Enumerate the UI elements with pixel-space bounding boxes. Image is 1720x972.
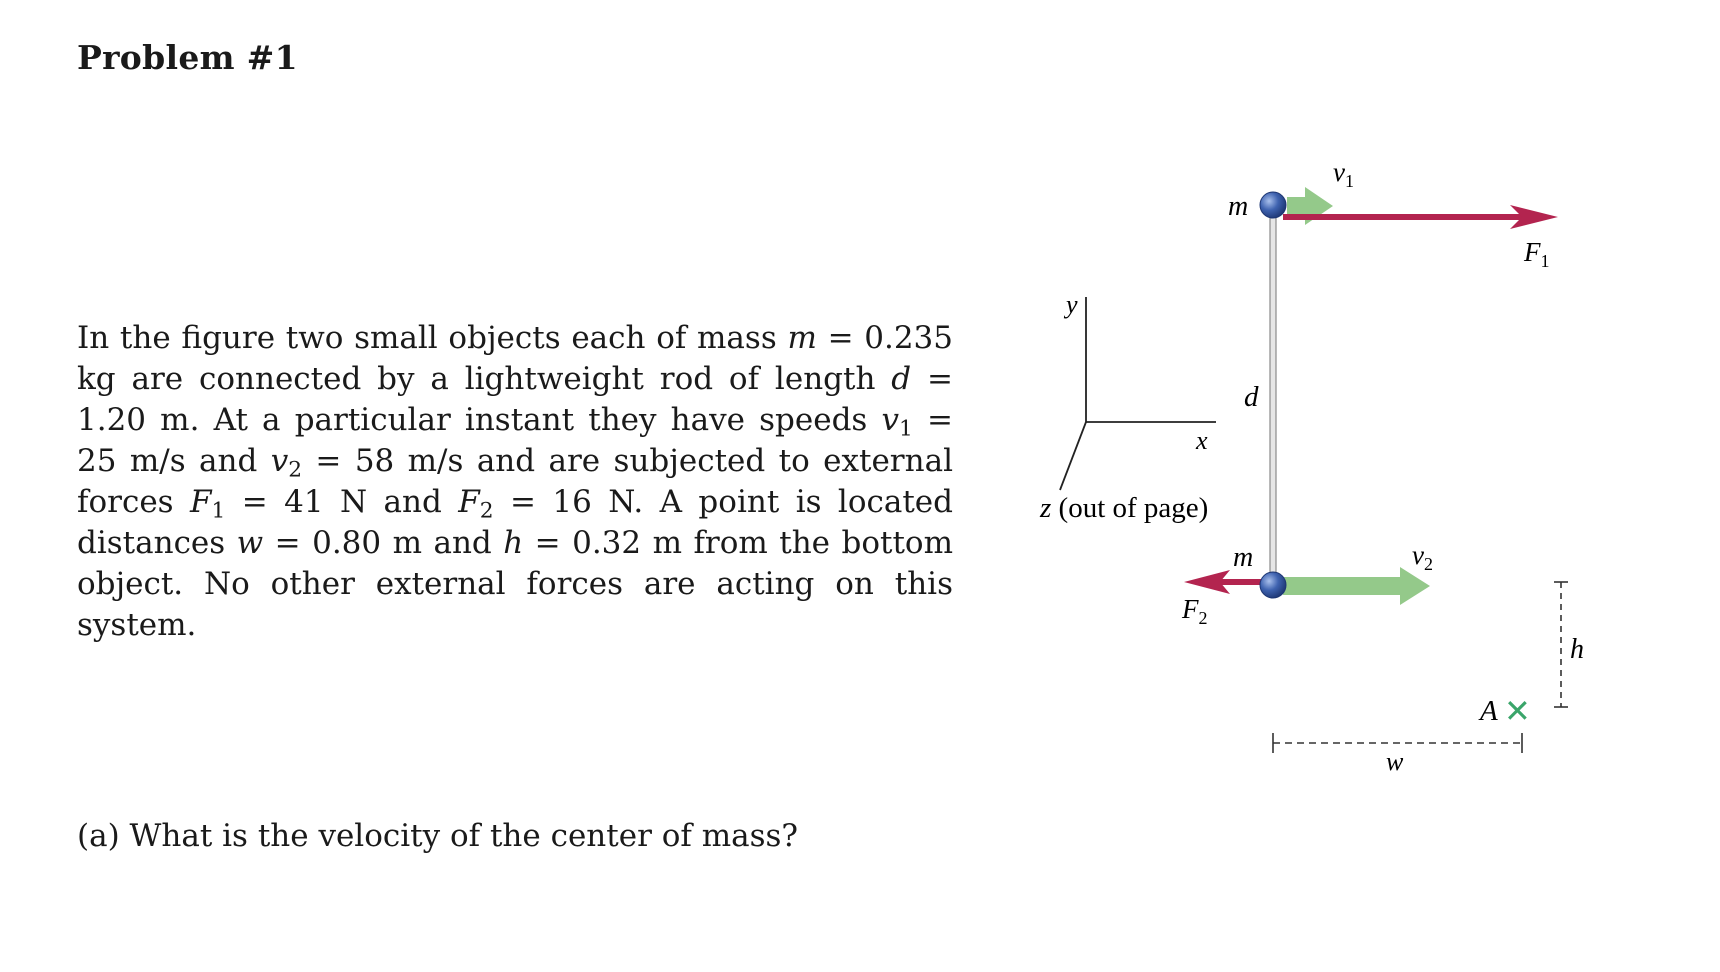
v2-sub: 2: [1423, 554, 1433, 574]
v1-label: [1333, 157, 1354, 191]
bottom-mass-ball: [1260, 572, 1286, 598]
var-F1: F: [190, 484, 212, 520]
text-segment: = 1.20 m. At a particular instant they have speeds: [77, 361, 953, 438]
width-dimension: [1273, 733, 1522, 776]
top-mass-ball: [1260, 192, 1286, 218]
v2-label: [1412, 540, 1433, 574]
v2-arrow: [1283, 567, 1430, 605]
text-segment: = 25 m/s and: [77, 402, 953, 479]
text-segment: = 0.32 m from the bottom object. No other external forces are acting on this system.: [77, 525, 953, 643]
x-axis-label: x: [1196, 426, 1208, 455]
F1-label: [1523, 237, 1550, 271]
width-label: w: [1386, 747, 1404, 776]
var-v1: v: [881, 402, 900, 438]
F2-var: F: [1182, 594, 1199, 624]
question-a: (a) What is the velocity of the center of mass?: [77, 818, 799, 854]
z-axis-label: [1039, 492, 1208, 524]
v2-var: v: [1412, 540, 1424, 570]
z-description: (out of page): [1051, 492, 1209, 524]
text-segment: = 41 N and: [225, 484, 459, 520]
problem-figure: [1020, 145, 1620, 795]
text-segment: = 16 N. A point is located distances: [77, 484, 953, 561]
text-segment: = 0.80 m and: [263, 525, 504, 561]
subscript: 2: [479, 498, 494, 524]
height-label: h: [1570, 634, 1584, 665]
subscript: 1: [211, 498, 226, 524]
F1-var: F: [1524, 237, 1541, 267]
top-mass-label: m: [1228, 191, 1249, 222]
text-segment: In the figure two small objects each of mass: [77, 320, 788, 356]
rod: [1270, 205, 1276, 585]
height-dimension: [1554, 582, 1584, 707]
var-v2: v: [270, 443, 289, 479]
point-A-marker: ✕: [1504, 693, 1531, 729]
problem-statement: [77, 318, 953, 646]
var-m: m: [787, 320, 817, 356]
var-d: d: [891, 361, 912, 397]
text-segment: = 58 m/s and are subjected to external forces: [77, 443, 953, 520]
F2-sub: 2: [1198, 608, 1208, 628]
var-w: w: [236, 525, 264, 561]
F2-label: [1181, 594, 1208, 628]
rod-length-label: d: [1244, 381, 1259, 413]
bottom-mass-label: m: [1233, 542, 1254, 573]
v1-var: v: [1333, 157, 1345, 187]
coordinate-axes: [1039, 290, 1216, 524]
subscript: 2: [288, 457, 303, 483]
point-A-label: A: [1480, 695, 1498, 727]
z-var: z: [1040, 492, 1052, 524]
subscript: 1: [899, 416, 913, 442]
var-h: h: [503, 525, 524, 561]
y-axis-label: y: [1066, 290, 1078, 319]
z-axis: [1060, 422, 1086, 490]
problem-title: Problem #1: [77, 38, 298, 77]
text-segment: = 0.235 kg are connected by a lightweight rod of length: [77, 320, 953, 397]
F1-sub: 1: [1540, 251, 1550, 271]
v1-sub: 1: [1344, 171, 1354, 191]
var-F2: F: [458, 484, 480, 520]
